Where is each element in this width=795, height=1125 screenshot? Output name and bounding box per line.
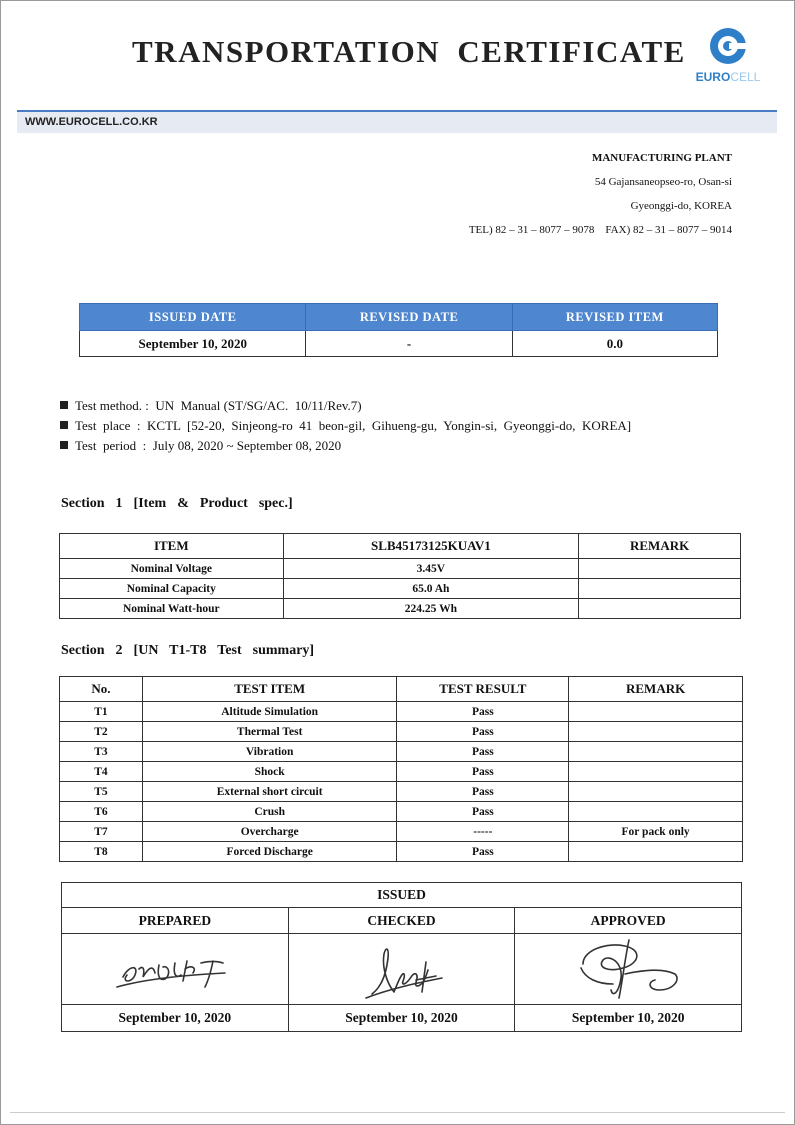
test-remark xyxy=(569,702,743,722)
test-result: Pass xyxy=(397,762,569,782)
spec-item-header: ITEM xyxy=(60,534,284,559)
test-no: T4 xyxy=(60,762,143,782)
test-result: Pass xyxy=(397,842,569,862)
test-item: Overcharge xyxy=(142,822,397,842)
checked-label: CHECKED xyxy=(288,908,515,934)
spec-remark xyxy=(579,599,741,619)
test-result: Pass xyxy=(397,722,569,742)
checked-date: September 10, 2020 xyxy=(288,1005,515,1032)
spec-remark-header: REMARK xyxy=(579,534,741,559)
document-title: TRANSPORTATION CERTIFICATE xyxy=(132,34,686,69)
manufacturing-plant-block xyxy=(469,146,732,242)
approved-date: September 10, 2020 xyxy=(515,1005,742,1032)
test-item: Vibration xyxy=(142,742,397,762)
test-result: Pass xyxy=(397,782,569,802)
test-result: Pass xyxy=(397,742,569,762)
test-info-list xyxy=(60,396,631,456)
table-row xyxy=(60,702,743,722)
spec-label: Nominal Watt-hour xyxy=(60,599,284,619)
test-item: External short circuit xyxy=(142,782,397,802)
test-place: Test place : KCTL [52-20, Sinjeong-ro 41 beon-gil, Gihueng-gu, Yongin-si, Gyeonggi-do, KOREA] xyxy=(60,416,631,436)
approved-label: APPROVED xyxy=(515,908,742,934)
bullet-icon xyxy=(60,441,68,449)
website-bar xyxy=(17,110,777,133)
test-no: T8 xyxy=(60,842,143,862)
test-method: Test method. : UN Manual (ST/SG/AC. 10/11/Rev.7) xyxy=(60,396,631,416)
table-row xyxy=(60,782,743,802)
bottom-divider xyxy=(10,1112,785,1113)
plant-address-line1: 54 Gajansaneopseo-ro, Osan-si xyxy=(594,176,732,188)
revised-item-header: REVISED ITEM xyxy=(512,304,717,331)
test-no: T2 xyxy=(60,722,143,742)
prepared-signature-image xyxy=(105,939,245,999)
spec-value: 65.0 Ah xyxy=(283,579,579,599)
test-remark xyxy=(569,762,743,782)
issued-date-value: September 10, 2020 xyxy=(80,331,306,357)
table-row xyxy=(60,722,743,742)
test-result: ----- xyxy=(397,822,569,842)
table-row xyxy=(60,842,743,862)
test-item: Forced Discharge xyxy=(142,842,397,862)
table-row xyxy=(60,762,743,782)
section2-title: Section 2 [UN T1-T8 Test summary] xyxy=(61,643,315,658)
logo-wordmark: EUROCELL xyxy=(695,70,761,84)
website-link[interactable]: WWW.EUROCELL.CO.KR xyxy=(25,116,158,128)
test-remark xyxy=(569,722,743,742)
issue-date-table xyxy=(79,303,718,357)
test-item: Altitude Simulation xyxy=(142,702,397,722)
bullet-icon xyxy=(60,401,68,409)
revised-date-value: - xyxy=(306,331,512,357)
test-no: T3 xyxy=(60,742,143,762)
plant-address-line2: Gyeonggi-do, KOREA xyxy=(630,200,732,212)
checked-signature-image xyxy=(342,936,462,1002)
approved-signature-image xyxy=(563,934,693,1004)
test-remark xyxy=(569,802,743,822)
plant-contact: TEL) 82 – 31 – 8077 – 9078 FAX) 82 – 31 – 8077 – 9014 xyxy=(468,224,732,236)
revised-date-header: REVISED DATE xyxy=(306,304,512,331)
test-item: Crush xyxy=(142,802,397,822)
table-row xyxy=(60,742,743,762)
section1-title: Section 1 [Item & Product spec.] xyxy=(61,496,293,511)
issued-label: ISSUED xyxy=(62,883,742,908)
spec-remark xyxy=(579,559,741,579)
spec-remark xyxy=(579,579,741,599)
eurocell-logo xyxy=(690,26,766,86)
spec-label: Nominal Capacity xyxy=(60,579,284,599)
test-item-header: TEST ITEM xyxy=(142,677,397,702)
approved-signature xyxy=(515,934,742,1005)
prepared-date: September 10, 2020 xyxy=(62,1005,289,1032)
test-no: T5 xyxy=(60,782,143,802)
remark-header: REMARK xyxy=(569,677,743,702)
test-item: Shock xyxy=(142,762,397,782)
test-no: T6 xyxy=(60,802,143,822)
test-remark xyxy=(569,842,743,862)
spec-value: 3.45V xyxy=(283,559,579,579)
bullet-icon xyxy=(60,421,68,429)
test-result-header: TEST RESULT xyxy=(397,677,569,702)
eurocell-logo-icon xyxy=(690,26,766,70)
spec-label: Nominal Voltage xyxy=(60,559,284,579)
spec-table xyxy=(59,533,741,619)
test-no: T7 xyxy=(60,822,143,842)
test-result: Pass xyxy=(397,702,569,722)
signature-table xyxy=(61,882,742,1032)
spec-value: 224.25 Wh xyxy=(283,599,579,619)
prepared-label: PREPARED xyxy=(62,908,289,934)
issued-date-header: ISSUED DATE xyxy=(80,304,306,331)
table-row xyxy=(60,802,743,822)
test-period: Test period : July 08, 2020 ~ September 08, 2020 xyxy=(60,436,631,456)
revised-item-value: 0.0 xyxy=(512,331,717,357)
checked-signature xyxy=(288,934,515,1005)
table-row xyxy=(60,822,743,842)
test-item: Thermal Test xyxy=(142,722,397,742)
table-row xyxy=(60,579,741,599)
test-summary-table xyxy=(59,676,743,862)
prepared-signature xyxy=(62,934,289,1005)
test-result: Pass xyxy=(397,802,569,822)
test-remark xyxy=(569,782,743,802)
test-remark xyxy=(569,742,743,762)
no-header: No. xyxy=(60,677,143,702)
test-remark: For pack only xyxy=(569,822,743,842)
spec-model-header: SLB45173125KUAV1 xyxy=(283,534,579,559)
table-row xyxy=(60,559,741,579)
plant-heading: MANUFACTURING PLANT xyxy=(591,152,732,164)
test-no: T1 xyxy=(60,702,143,722)
table-row xyxy=(60,599,741,619)
